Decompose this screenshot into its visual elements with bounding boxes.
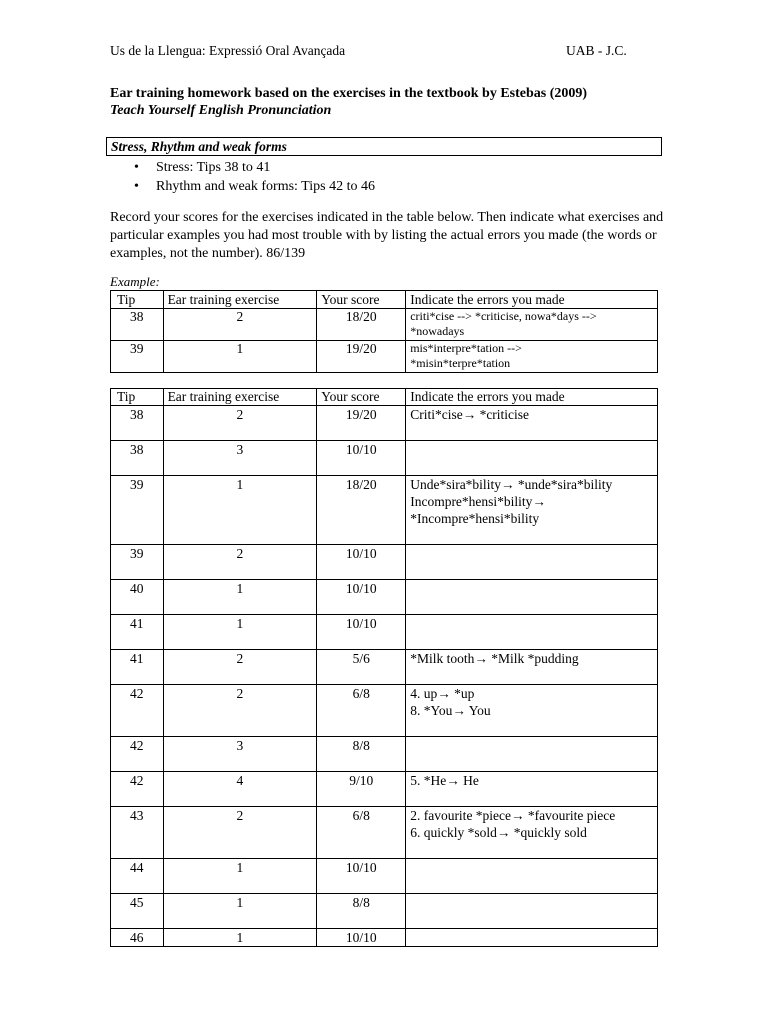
- header-errors: Indicate the errors you made: [406, 291, 658, 309]
- score-row: [111, 476, 658, 545]
- exercise-cell: 1: [163, 476, 317, 545]
- exercise-cell: 3: [163, 737, 317, 772]
- document-title: Ear training homework based on the exercises in the textbook by Estebas (2009): [110, 86, 588, 101]
- score-row: [111, 650, 658, 685]
- score-row: [111, 406, 658, 441]
- tip-cell: 41: [111, 615, 164, 650]
- example-row: [111, 309, 658, 341]
- score-cell: 19/20: [317, 341, 406, 373]
- section-heading: Stress, Rhythm and weak forms: [111, 139, 287, 154]
- error-line: 8. *You→ You: [410, 703, 491, 718]
- error-line: *Incompre*hensi*bility: [410, 511, 540, 526]
- score-cell: 10/10: [317, 441, 406, 476]
- header-exercise: Ear training exercise: [163, 291, 317, 309]
- score-row: [111, 929, 658, 947]
- exercise-cell: 2: [163, 545, 317, 580]
- header-exercise: Ear training exercise: [163, 389, 317, 406]
- score-row: [111, 772, 658, 807]
- score-row: [111, 859, 658, 894]
- tip-cell: 40: [111, 580, 164, 615]
- score-row: [111, 685, 658, 737]
- score-cell: 18/20: [317, 476, 406, 545]
- example-table-header-row: [111, 291, 658, 309]
- error-line: 4. up→ *up: [410, 686, 475, 701]
- error-line: Unde*sira*bility→ *unde*sira*bility: [410, 477, 613, 492]
- exercise-cell: 2: [163, 807, 317, 859]
- score-row: [111, 545, 658, 580]
- errors-cell: [406, 807, 658, 859]
- score-cell: 5/6: [317, 650, 406, 685]
- error-line: criti*cise --> *criticise, nowa*days -->: [410, 309, 597, 323]
- errors-cell: [406, 615, 658, 650]
- exercise-cell: 4: [163, 772, 317, 807]
- tip-cell: 39: [111, 476, 164, 545]
- error-line: *nowadays: [410, 324, 465, 338]
- error-line: Criti*cise→ *criticise: [410, 407, 530, 422]
- header-score: Your score: [317, 291, 406, 309]
- exercise-cell: 2: [163, 650, 317, 685]
- tip-cell: 42: [111, 737, 164, 772]
- exercise-cell: 1: [163, 929, 317, 947]
- score-row: [111, 807, 658, 859]
- errors-cell: [406, 894, 658, 929]
- tip-cell: 41: [111, 650, 164, 685]
- header-errors: Indicate the errors you made: [406, 389, 658, 406]
- instructions-paragraph: Record your scores for the exercises indicated in the table below. Then indicate what exercises and particular examples you had most trouble with by listing the actual errors you made (the words or examples, not the number). 86/139: [110, 210, 664, 261]
- exercise-cell: 1: [163, 859, 317, 894]
- score-cell: 9/10: [317, 772, 406, 807]
- tip-cell: 39: [111, 341, 164, 373]
- bullet-item-stress: • Stress: Tips 38 to 41: [134, 158, 375, 177]
- score-cell: 10/10: [317, 545, 406, 580]
- exercise-cell: 2: [163, 309, 317, 341]
- error-line: *Milk tooth→ *Milk *pudding: [410, 651, 579, 666]
- score-cell: 10/10: [317, 859, 406, 894]
- score-cell: 19/20: [317, 406, 406, 441]
- scores-table-header-row: [111, 389, 658, 406]
- exercise-cell: 1: [163, 341, 317, 373]
- error-line: Incompre*hensi*bility→: [410, 494, 546, 509]
- errors-cell: [406, 441, 658, 476]
- tip-cell: 46: [111, 929, 164, 947]
- exercise-cell: 1: [163, 615, 317, 650]
- errors-cell: [406, 406, 658, 441]
- errors-cell: [406, 580, 658, 615]
- errors-cell: [406, 737, 658, 772]
- header-tip: Tip: [111, 291, 164, 309]
- error-line: mis*interpre*tation -->: [410, 341, 522, 355]
- example-table: [110, 290, 658, 373]
- score-cell: 8/8: [317, 894, 406, 929]
- tip-cell: 38: [111, 309, 164, 341]
- section-heading-box: [106, 137, 662, 156]
- tip-cell: 38: [111, 441, 164, 476]
- course-header: Us de la Llengua: Expressió Oral Avançada: [110, 43, 346, 58]
- exercise-cell: 1: [163, 894, 317, 929]
- errors-cell: [406, 476, 658, 545]
- score-cell: 6/8: [317, 685, 406, 737]
- exercise-cell: 1: [163, 580, 317, 615]
- tip-cell: 44: [111, 859, 164, 894]
- tips-bullet-list: [134, 158, 375, 196]
- score-cell: 8/8: [317, 737, 406, 772]
- errors-cell: [406, 859, 658, 894]
- bullet-item-rhythm: • Rhythm and weak forms: Tips 42 to 46: [134, 177, 375, 196]
- score-row: [111, 441, 658, 476]
- tip-cell: 38: [111, 406, 164, 441]
- score-cell: 10/10: [317, 580, 406, 615]
- example-row: [111, 341, 658, 373]
- institution-header: UAB - J.C.: [566, 43, 627, 58]
- errors-cell: [406, 772, 658, 807]
- exercise-cell: 2: [163, 406, 317, 441]
- tip-cell: 42: [111, 772, 164, 807]
- errors-cell: [406, 650, 658, 685]
- errors-cell: [406, 929, 658, 947]
- errors-cell: [406, 685, 658, 737]
- errors-cell: [406, 309, 658, 341]
- scores-table: [110, 388, 658, 947]
- errors-cell: [406, 545, 658, 580]
- tip-cell: 45: [111, 894, 164, 929]
- error-line: 5. *He→ He: [410, 773, 479, 788]
- tip-cell: 42: [111, 685, 164, 737]
- tip-cell: 39: [111, 545, 164, 580]
- error-line: 6. quickly *sold→ *quickly sold: [410, 825, 587, 840]
- exercise-cell: 3: [163, 441, 317, 476]
- example-label: Example:: [110, 274, 160, 289]
- score-row: [111, 894, 658, 929]
- score-cell: 6/8: [317, 807, 406, 859]
- errors-cell: [406, 341, 658, 373]
- header-score: Your score: [317, 389, 406, 406]
- score-row: [111, 737, 658, 772]
- error-line: *misin*terpre*tation: [410, 356, 511, 370]
- score-cell: 18/20: [317, 309, 406, 341]
- header-tip: Tip: [111, 389, 164, 406]
- textbook-title: Teach Yourself English Pronunciation: [110, 103, 332, 118]
- score-cell: 10/10: [317, 929, 406, 947]
- error-line: 2. favourite *piece→ *favourite piece: [410, 808, 616, 823]
- score-row: [111, 580, 658, 615]
- exercise-cell: 2: [163, 685, 317, 737]
- score-row: [111, 615, 658, 650]
- tip-cell: 43: [111, 807, 164, 859]
- score-cell: 10/10: [317, 615, 406, 650]
